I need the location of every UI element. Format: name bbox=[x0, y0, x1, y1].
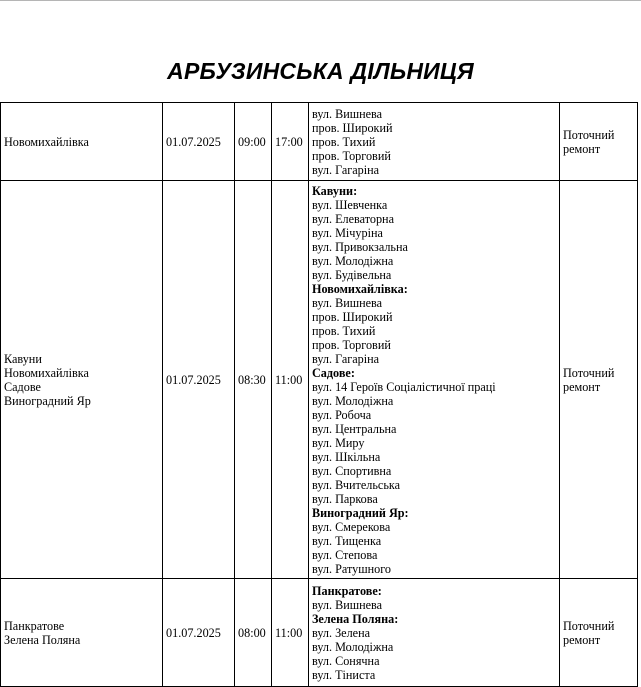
settlement-name: Кавуни bbox=[4, 351, 42, 366]
street-item: пров. Торговий bbox=[312, 337, 391, 352]
street-item: вул. Смерекова bbox=[312, 519, 391, 534]
street-item: пров. Тихий bbox=[312, 134, 376, 149]
settlement-heading: Новомихайлівка: bbox=[312, 281, 408, 296]
settlement-name: Садове bbox=[4, 379, 41, 394]
reason-cell bbox=[560, 103, 638, 181]
street-item: вул. Ратушного bbox=[312, 561, 391, 576]
date-cell: 01.07.2025 bbox=[163, 579, 235, 687]
streets-cell bbox=[309, 579, 560, 687]
settlement-name: Новомихайлівка bbox=[4, 365, 89, 380]
street-item: вул. Сонячна bbox=[312, 653, 380, 668]
settlement-name: Зелена Поляна bbox=[4, 632, 81, 647]
table-row bbox=[1, 181, 638, 579]
reason-line: ремонт bbox=[563, 379, 601, 394]
street-item: пров. Тихий bbox=[312, 323, 376, 338]
street-item: вул. Гагаріна bbox=[312, 351, 380, 366]
street-item: вул. Мічуріна bbox=[312, 225, 383, 240]
settlements-cell bbox=[1, 103, 163, 181]
settlement-heading: Садове: bbox=[312, 365, 355, 380]
street-item: вул. Вишнева bbox=[312, 597, 383, 612]
settlement-heading: Панкратове: bbox=[312, 583, 382, 598]
end-time-cell: 11:00 bbox=[272, 181, 309, 579]
reason-cell bbox=[560, 181, 638, 579]
street-item: вул. Робоча bbox=[312, 407, 372, 422]
street-item: вул. Степова bbox=[312, 547, 378, 562]
street-item: вул. Молодіжна bbox=[312, 639, 394, 654]
street-item: вул. Елеваторна bbox=[312, 211, 394, 226]
street-item: вул. Спортивна bbox=[312, 463, 392, 478]
street-item: вул. Центральна bbox=[312, 421, 397, 436]
street-item: вул. Тищенка bbox=[312, 533, 382, 548]
street-item: вул. Зелена bbox=[312, 625, 371, 640]
street-item: вул. Вишнева bbox=[312, 106, 383, 121]
street-item: вул. Молодіжна bbox=[312, 393, 394, 408]
streets-cell bbox=[309, 103, 560, 181]
street-item: вул. Будівельна bbox=[312, 267, 392, 282]
outage-schedule-table bbox=[0, 102, 638, 687]
reason-line: ремонт bbox=[563, 141, 601, 156]
date-cell: 01.07.2025 bbox=[163, 103, 235, 181]
end-time-cell: 17:00 bbox=[272, 103, 309, 181]
date-cell: 01.07.2025 bbox=[163, 181, 235, 579]
streets-cell bbox=[309, 181, 560, 579]
table-row bbox=[1, 103, 638, 181]
street-item: вул. Миру bbox=[312, 435, 365, 450]
page-title: АРБУЗИНСЬКА ДІЛЬНИЦЯ bbox=[167, 58, 474, 84]
settlements-cell bbox=[1, 579, 163, 687]
street-item: пров. Широкий bbox=[312, 309, 393, 324]
reason-line: Поточний bbox=[563, 127, 615, 142]
end-time-cell: 11:00 bbox=[272, 579, 309, 687]
street-item: вул. Шкільна bbox=[312, 449, 381, 464]
reason-line: Поточний bbox=[563, 365, 615, 380]
street-item: вул. Гагаріна bbox=[312, 162, 380, 177]
street-item: вул. Паркова bbox=[312, 491, 378, 506]
settlement-name: Виноградний Яр bbox=[4, 393, 91, 408]
settlement-heading: Кавуни: bbox=[312, 183, 358, 198]
settlement-heading: Виноградний Яр: bbox=[312, 505, 409, 520]
street-item: пров. Широкий bbox=[312, 120, 393, 135]
settlement-name: Новомихайлівка bbox=[4, 134, 89, 149]
reason-line: ремонт bbox=[563, 632, 601, 647]
street-item: вул. Молодіжна bbox=[312, 253, 394, 268]
street-item: вул. Привокзальна bbox=[312, 239, 408, 254]
street-item: вул. Тіниста bbox=[312, 667, 376, 682]
table-row bbox=[1, 579, 638, 687]
street-item: пров. Торговий bbox=[312, 148, 391, 163]
settlement-name: Панкратове bbox=[4, 618, 65, 633]
start-time-cell: 08:30 bbox=[235, 181, 272, 579]
settlement-heading: Зелена Поляна: bbox=[312, 611, 399, 626]
street-item: вул. Шевченка bbox=[312, 197, 388, 212]
settlements-cell bbox=[1, 181, 163, 579]
start-time-cell: 08:00 bbox=[235, 579, 272, 687]
reason-cell bbox=[560, 579, 638, 687]
street-item: вул. Вишнева bbox=[312, 295, 383, 310]
start-time-cell: 09:00 bbox=[235, 103, 272, 181]
street-item: вул. Вчительська bbox=[312, 477, 401, 492]
street-item: вул. 14 Героїв Соціалістичної праці bbox=[312, 379, 496, 394]
reason-line: Поточний bbox=[563, 618, 615, 633]
top-divider bbox=[0, 0, 641, 1]
